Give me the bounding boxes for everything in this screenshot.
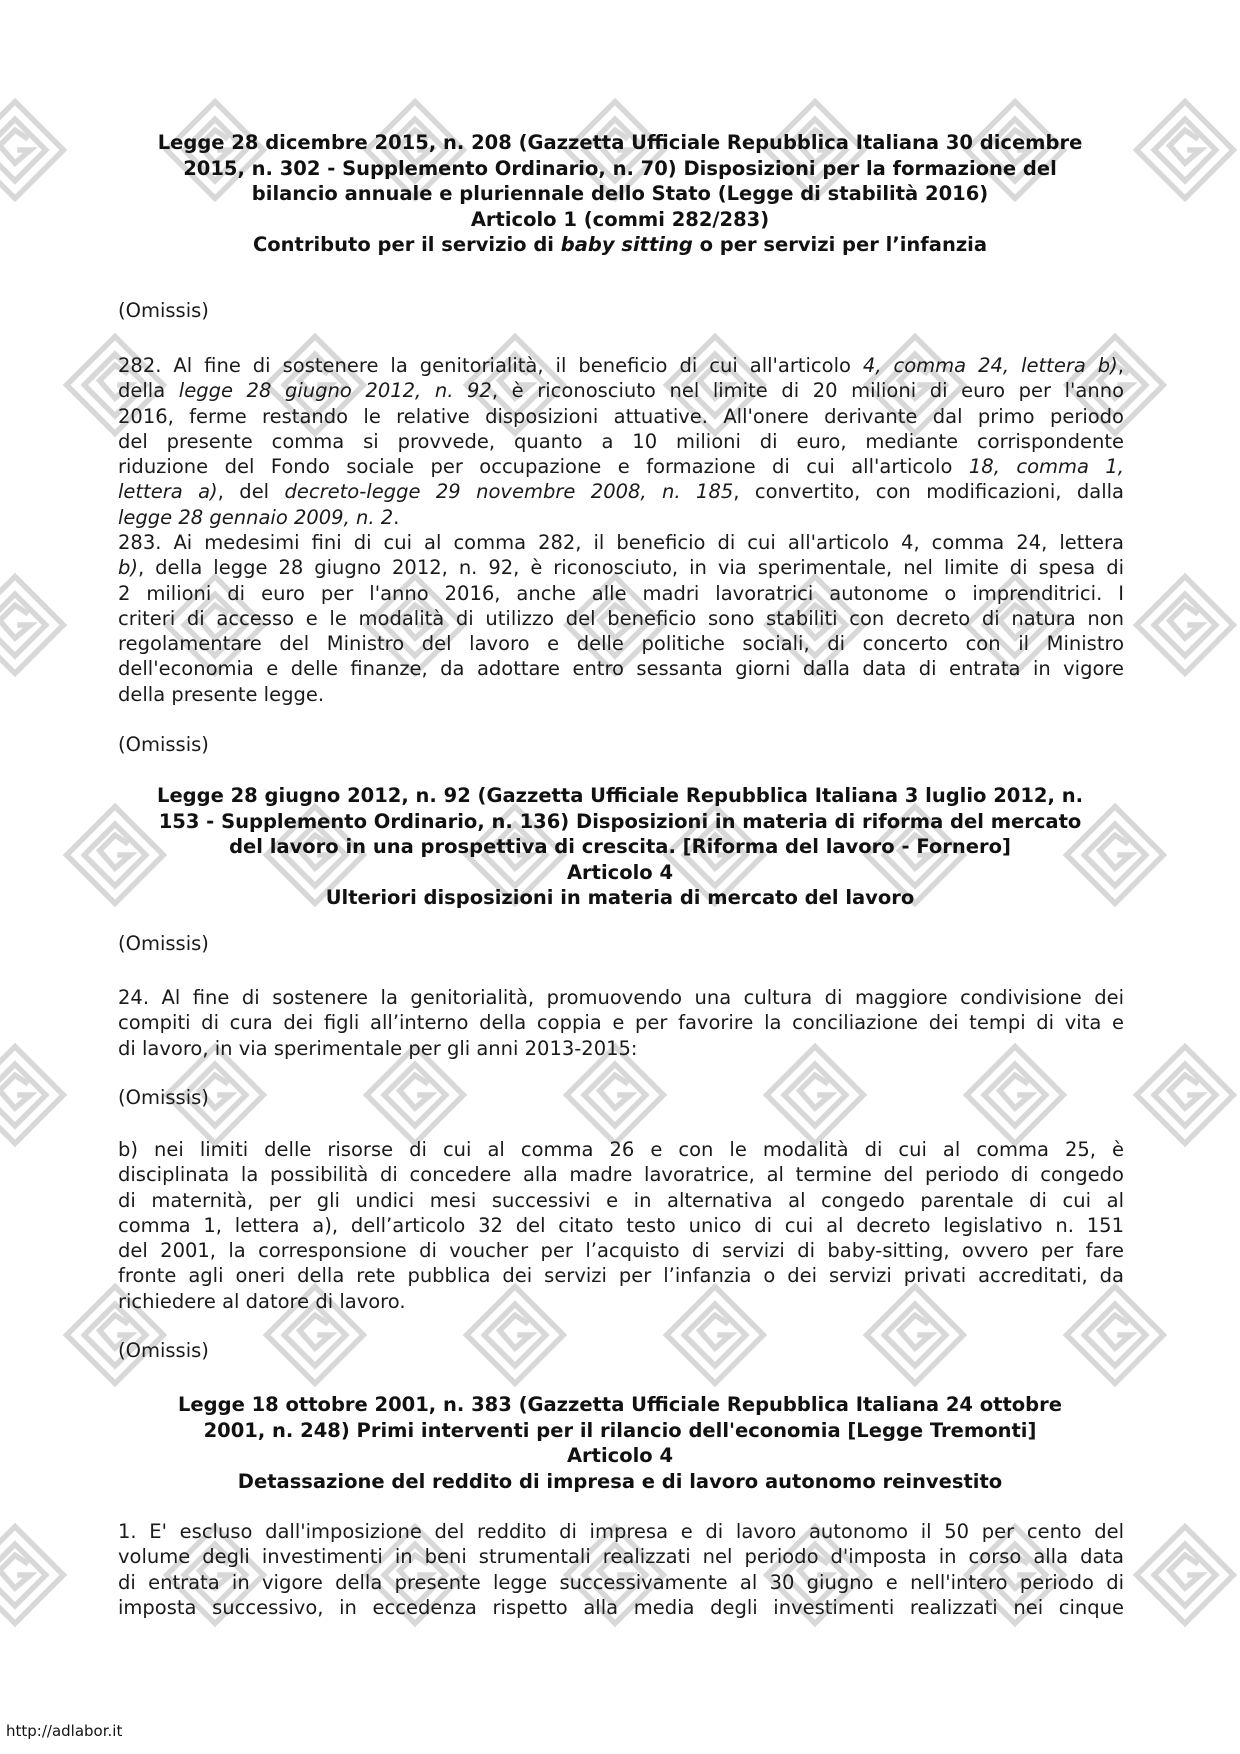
text-line: del presente comma si provvede, quanto a 10 milioni di euro, mediante corrispondente: [118, 429, 1124, 453]
text-line: di entrata in vigore della presente legge successivamente al 30 giugno e nell'intero periodo di: [118, 1570, 1124, 1594]
text-line: 2 milioni di euro per l'anno 2016, anche alle madri lavoratrici autonome o imprenditrici. I: [118, 581, 1124, 605]
text-line: disciplinata la possibilità di concedere alla madre lavoratrice, al termine del periodo di congedo: [118, 1163, 1124, 1187]
footer-url[interactable]: http://adlabor.it: [6, 1722, 123, 1740]
text-line: dell'economia e delle finanze, da adottare entro sessanta giorni dalla data di entrata in vigore: [118, 657, 1124, 681]
text-line: criteri di accesso e le modalità di utilizzo del beneficio sono stabiliti con decreto di natura non: [118, 606, 1124, 630]
article-title-part: Contributo per il servizio di: [252, 233, 561, 256]
text-line: volume degli investimenti in beni strumentali realizzati nel periodo d'imposta in corso alla data: [118, 1545, 1124, 1569]
omissis: (Omissis): [118, 1339, 209, 1362]
text-line: b), della legge 28 giugno 2012, n. 92, è riconosciuto, in via sperimentale, nel limite di spesa di: [118, 556, 1124, 580]
text-line: 2016, ferme restando le relative disposizioni attuative. All'onere derivante dal primo periodo: [118, 404, 1124, 428]
paragraph-b: [118, 1137, 1124, 1314]
article-number: Articolo 1 (commi 282/283): [470, 207, 770, 231]
article-title-italic: baby sitting: [560, 233, 693, 256]
article-title: Ulteriori disposizioni in materia di mercato del lavoro: [325, 886, 915, 909]
text-line: del 2001, la corresponsione di voucher per l’acquisto di servizi di baby-sitting, ovvero per fare: [118, 1239, 1124, 1263]
text-line: 24. Al fine di sostenere la genitorialità, promuovendo una cultura di maggiore condivisione dei: [118, 986, 1124, 1009]
law-heading-2001: [110, 1392, 1130, 1494]
text-line: di lavoro, in via sperimentale per gli anni 2013-2015:: [118, 1036, 638, 1060]
text-line: regolamentare del Ministro del lavoro e delle politiche sociali, di concerto con il Ministro: [118, 632, 1124, 656]
text-line: b) nei limiti delle risorse di cui al comma 26 e con le modalità di cui al comma 25, è: [118, 1138, 1124, 1161]
text-line: 1. E' escluso dall'imposizione del reddito di impresa e di lavoro autonomo il 50 per cento del: [118, 1520, 1124, 1543]
text-line: compiti di cura dei figli all’interno della coppia e per favorire la conciliazione dei tempi di vita e: [118, 1011, 1124, 1035]
article-title-part: o per servizi per l’infanzia: [692, 233, 988, 256]
text-line: fronte agli oneri della rete pubblica dei servizi per l’infanzia o dei servizi privati accreditati, da: [118, 1264, 1124, 1288]
omissis: (Omissis): [118, 932, 209, 955]
text-line: imposta successivo, in eccedenza rispetto alla media degli investimenti realizzati nei cinque: [118, 1595, 1124, 1619]
adlabor-logo-icon: [1130, 570, 1240, 680]
heading-line: del lavoro in una prospettiva di crescita. [Riforma del lavoro - Fornero]: [229, 835, 1011, 858]
text-line: lettera a), del decreto-legge 29 novembre 2008, n. 185, convertito, con modificazioni, dalla: [118, 480, 1124, 504]
adlabor-logo-icon: [0, 95, 70, 205]
text-line: della legge 28 giugno 2012, n. 92, è riconosciuto nel limite di 20 milioni di euro per l'anno: [118, 379, 1125, 403]
text-line: legge 28 gennaio 2009, n. 2.: [118, 505, 400, 529]
heading-line: Legge 28 dicembre 2015, n. 208 (Gazzetta Ufficiale Repubblica Italiana 30 dicembre: [157, 131, 1083, 154]
heading-line: 153 - Supplemento Ordinario, n. 136) Disposizioni in materia di riforma del mercato: [158, 809, 1082, 833]
adlabor-logo-icon: [1130, 1040, 1240, 1150]
paragraph-283: [118, 530, 1124, 707]
adlabor-logo-icon: [0, 1520, 70, 1630]
adlabor-logo-icon: [0, 570, 70, 680]
adlabor-logo-icon: [1130, 95, 1240, 205]
text-line: della presente legge.: [118, 682, 325, 706]
text-line: 282. Al fine di sostenere la genitorialità, il beneficio di cui all'articolo 4, comma 24, lettera b),: [118, 354, 1124, 377]
text-line: di maternità, per gli undici mesi successivi e in alternativa al congedo parentale di cui al: [118, 1188, 1124, 1212]
article-number: Articolo 4: [566, 860, 674, 884]
omissis: (Omissis): [118, 299, 209, 322]
paragraph-282: [118, 353, 1124, 530]
omissis: (Omissis): [118, 1086, 209, 1109]
article-title: [110, 232, 1130, 258]
paragraph-1: [118, 1519, 1124, 1620]
heading-line: bilancio annuale e pluriennale dello Stato (Legge di stabilità 2016): [251, 182, 989, 205]
adlabor-logo-icon: [1130, 1520, 1240, 1630]
law-heading-2012: [110, 783, 1130, 911]
article-title: Detassazione del reddito di impresa e di lavoro autonomo reinvestito: [237, 1469, 1003, 1493]
text-line: riduzione del Fondo sociale per occupazione e formazione di cui all'articolo 18, comma 1,: [118, 455, 1124, 479]
heading-line: Legge 28 giugno 2012, n. 92 (Gazzetta Ufficiale Repubblica Italiana 3 luglio 2012, n.: [157, 784, 1083, 807]
omissis: (Omissis): [118, 733, 209, 756]
heading-line: Legge 18 ottobre 2001, n. 383 (Gazzetta Ufficiale Repubblica Italiana 24 ottobre: [178, 1393, 1062, 1416]
article-number: Articolo 4: [566, 1444, 674, 1467]
law-heading-2015: [110, 130, 1130, 258]
text-line: 283. Ai medesimi fini di cui al comma 282, il beneficio di cui all'articolo 4, comma 24, lettera: [118, 531, 1124, 554]
paragraph-24: [118, 985, 1124, 1061]
text-line: comma 1, lettera a), dell’articolo 32 del citato testo unico di cui al decreto legislativo n. 151: [118, 1213, 1124, 1237]
adlabor-logo-icon: [0, 1040, 70, 1150]
text-line: richiedere al datore di lavoro.: [118, 1289, 406, 1313]
heading-line: 2001, n. 248) Primi interventi per il rilancio dell'economia [Legge Tremonti]: [203, 1418, 1037, 1442]
heading-line: 2015, n. 302 - Supplemento Ordinario, n. 70) Disposizioni per la formazione del: [183, 156, 1057, 180]
